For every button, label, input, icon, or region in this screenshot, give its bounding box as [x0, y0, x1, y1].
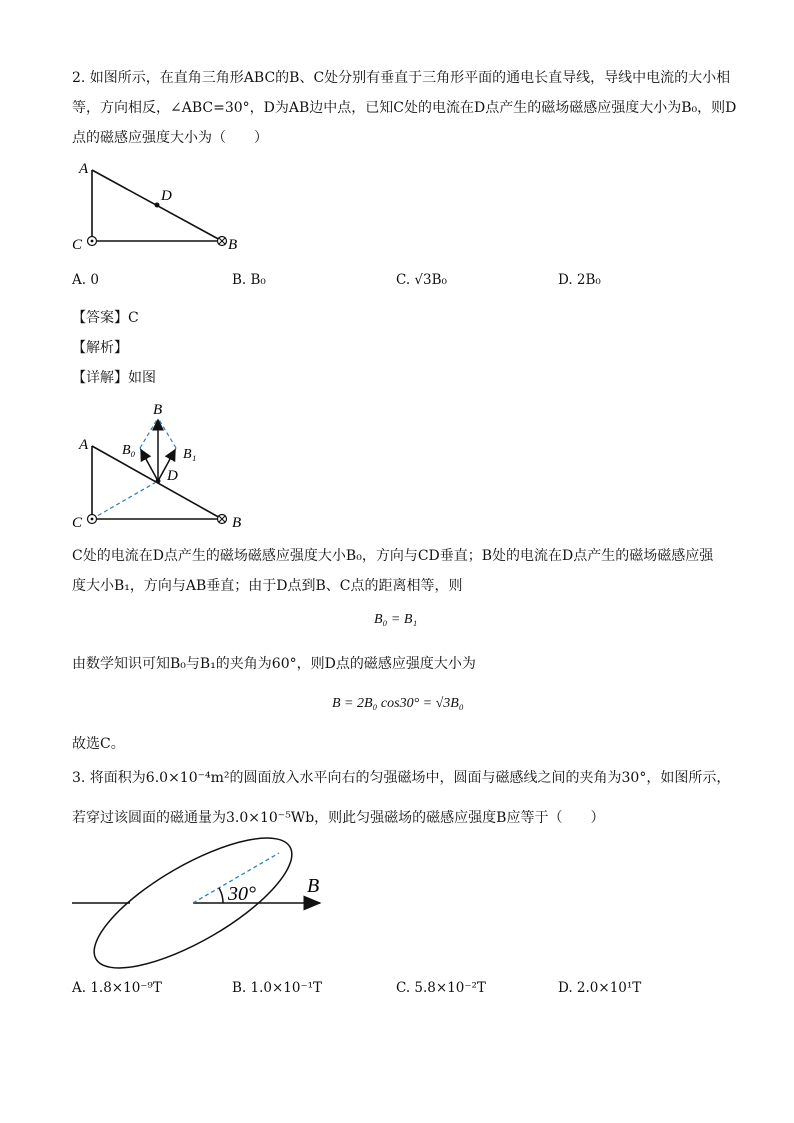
q3-option-a[interactable]: A. 1.8×10⁻⁹T — [72, 980, 162, 996]
label-c: C — [72, 237, 83, 253]
q2-conclusion: 故选C。 — [72, 736, 125, 752]
q3-stem-line1: 3. 将面积为6.0×10⁻⁴m²的圆面放入水平向右的匀强磁场中，圆面与磁感线之间的夹角为30°，如图所示， — [72, 770, 731, 786]
q2-option-d[interactable]: D. 2B₀ — [558, 272, 601, 288]
label-b: B — [228, 237, 238, 253]
label-c: C — [72, 515, 83, 531]
q2-explanation-line1: C处的电流在D点产生的磁场磁感应强度大小B₀，方向与CD垂直；B处的电流在D点产生的磁场磁感应强 — [72, 548, 714, 564]
q2-option-a[interactable]: A. 0 — [72, 272, 99, 288]
label-d: D — [161, 188, 172, 204]
q2-option-c[interactable]: C. √3B₀ — [396, 272, 447, 288]
q3-stem-line2: 若穿过该圆面的磁通量为3.0×10⁻⁵Wb，则此匀强磁场的磁感应强度B应等于（ ） — [72, 810, 605, 826]
q2-analysis-heading: 【解析】 — [72, 340, 128, 356]
q2-option-b[interactable]: B. B₀ — [232, 272, 266, 288]
q2-explanation-line3: 由数学知识可知B₀与B₁的夹角为60°，则D点的磁感应强度大小为 — [72, 656, 476, 672]
label-d: D — [167, 468, 178, 484]
q2-explanation-line2: 度大小B₁，方向与AB垂直；由于D点到B、C点的距离相等，则 — [72, 578, 463, 594]
q2-equation-2: B = 2B₀ cos30° = √3B₀ — [332, 696, 464, 711]
q2-stem-line1: 2. 如图所示，在直角三角形ABC的B、C处分别有垂直于三角形平面的通电长直导线，导线中电流的大小相 — [72, 70, 731, 86]
q3-option-b[interactable]: B. 1.0×10⁻¹T — [232, 980, 323, 996]
angle-label: 30° — [228, 883, 256, 905]
q2-detail-heading: 【详解】如图 — [72, 370, 156, 386]
label-a: A — [79, 161, 89, 177]
q3-option-c[interactable]: C. 5.8×10⁻²T — [396, 980, 486, 996]
label-b1: B₁ — [183, 447, 197, 462]
q2-stem-line3: 点的磁感应强度大小为（ ） — [72, 130, 268, 146]
q2-answer: 【答案】C — [72, 310, 139, 326]
field-label-b: B — [307, 875, 320, 897]
label-a: A — [79, 437, 89, 453]
label-b-top: B — [153, 402, 163, 418]
q2-equation-1: B₀ = B₁ — [374, 612, 418, 627]
q3-option-d[interactable]: D. 2.0×10¹T — [558, 980, 642, 996]
label-b: B — [232, 515, 242, 531]
label-b0: B₀ — [122, 443, 136, 458]
q2-stem-line2: 等，方向相反，∠ABC=30°，D为AB边中点，已知C处的电流在D点产生的磁场磁感应强度大小为B₀，则D — [72, 100, 737, 116]
